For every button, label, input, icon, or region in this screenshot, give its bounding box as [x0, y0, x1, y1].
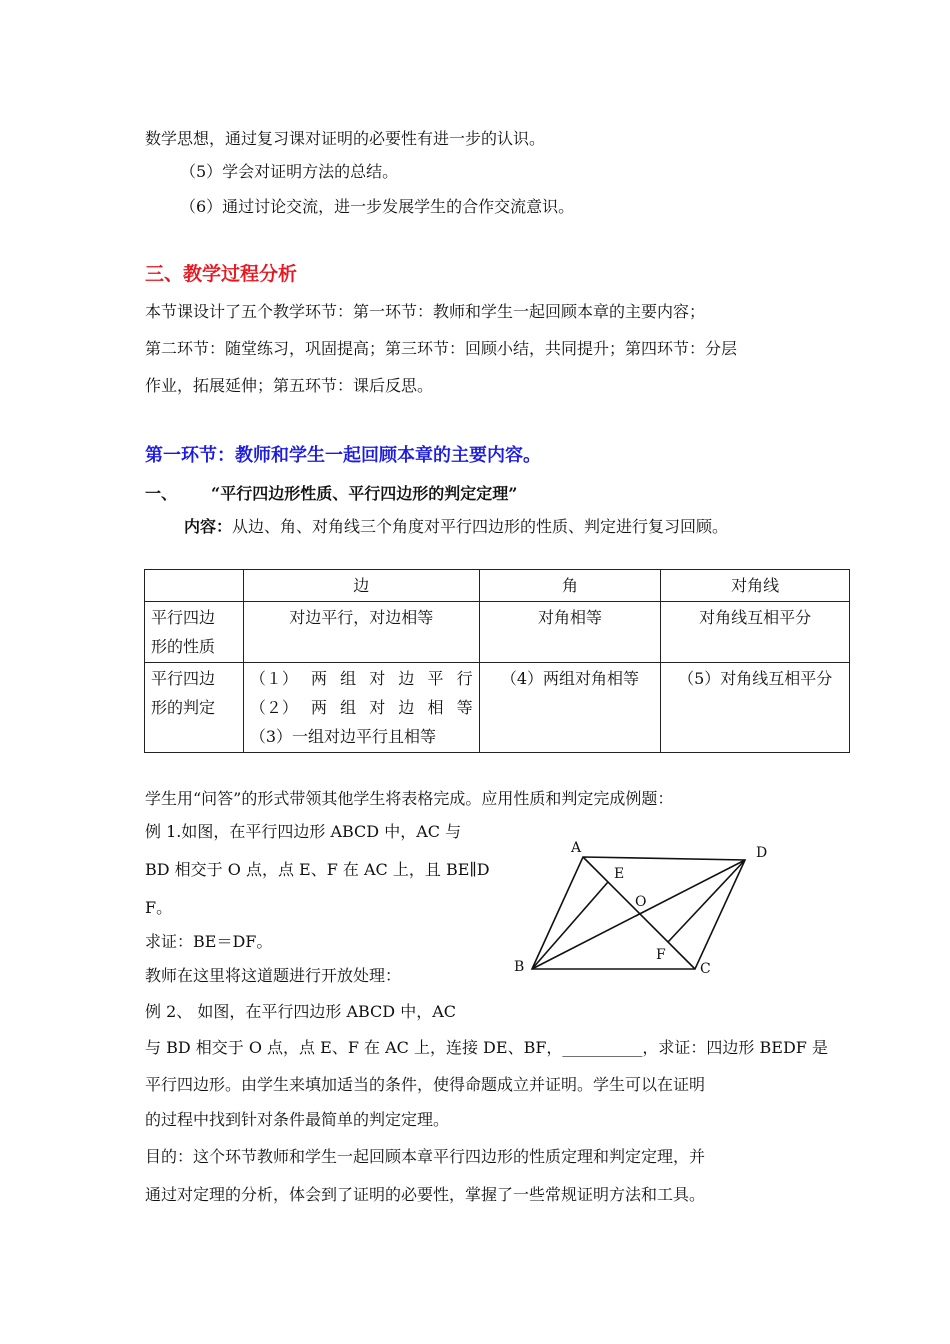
table-row — [145, 602, 850, 663]
segment-df — [668, 860, 745, 942]
criterion-token: 相 — [427, 698, 444, 717]
criterion-token: 两 — [310, 669, 327, 688]
table-cell: （5）对角线互相平分 — [661, 663, 850, 753]
body-line: 平行四边形。由学生来填加适当的条件，使得命题成立并证明。学生可以在证明 — [145, 1075, 706, 1094]
section3-paragraph-line: 本节课设计了五个教学环节：第一环节：教师和学生一起回顾本章的主要内容； — [145, 302, 706, 321]
body-line: 教师在这里将这道题进行开放处理： — [145, 966, 402, 985]
body-line: 通过对定理的分析，体会到了证明的必要性，掌握了一些常规证明方法和工具。 — [145, 1185, 706, 1204]
body-line: 目的：这个环节教师和学生一起回顾本章平行四边形的性质定理和判定定理，并 — [145, 1147, 706, 1166]
body-line: 学生用“问答”的形式带领其他学生将表格完成。应用性质和判定完成例题： — [145, 789, 674, 808]
subheading-title: “平行四边形性质、平行四边形的判定定理” — [211, 484, 518, 503]
criterion-token: 对 — [369, 669, 386, 688]
body-line: 与 BD 相交于 O 点，点 E、F 在 AC 上，连接 DE、BF，__________，求证：四边形 BEDF 是 — [145, 1038, 828, 1057]
criterion-token: 边 — [398, 669, 415, 688]
criterion-line — [250, 693, 473, 722]
objective-item-5: （5）学会对证明方法的总结。 — [180, 162, 399, 181]
label-c: C — [700, 961, 711, 977]
label-e: E — [614, 866, 625, 882]
body-line: BD 相交于 O 点，点 E、F 在 AC 上，且 BE∥D — [145, 860, 490, 879]
content-line — [184, 517, 728, 537]
content-text: 从边、角、对角线三个角度对平行四边形的性质、判定进行复习回顾。 — [232, 517, 729, 536]
criterion-token: 等 — [456, 698, 473, 717]
label-f: F — [656, 947, 666, 963]
row-label-cell — [145, 663, 244, 753]
table-cell: 对角相等 — [479, 602, 661, 663]
criterion-token: 组 — [340, 669, 357, 688]
table-cell: （4）两组对角相等 — [479, 663, 661, 753]
body-line: F。 — [145, 898, 173, 917]
criterion-token: 行 — [456, 669, 473, 688]
diagonal-ac — [583, 857, 695, 969]
criterion-token: 两 — [310, 698, 327, 717]
criterion-token: 边 — [398, 698, 415, 717]
row-label-line: 平行四边 — [151, 669, 216, 688]
criterion-line — [250, 664, 473, 693]
table-cell: 对角线互相平分 — [661, 602, 850, 663]
table-header-row — [145, 570, 850, 602]
table-header-cell — [145, 570, 244, 602]
diagonal-bd — [532, 860, 745, 969]
table-header-cell: 对角线 — [661, 570, 850, 602]
row-label-cell — [145, 602, 244, 663]
table-cell: 对边平行，对边相等 — [243, 602, 479, 663]
row-label-line: 形的判定 — [151, 698, 216, 717]
parallelogram-figure — [505, 836, 795, 986]
criterion-token: （２） — [249, 698, 298, 717]
intro-line: 数学思想，通过复习课对证明的必要性有进一步的认识。 — [145, 129, 546, 148]
row-label-line: 形的性质 — [151, 637, 216, 656]
table-row — [145, 663, 850, 753]
criterion-token: 组 — [340, 698, 357, 717]
label-d: D — [756, 845, 768, 861]
section3-paragraph-line: 作业，拓展延伸；第五环节：课后反思。 — [145, 376, 434, 395]
properties-table — [144, 569, 850, 753]
table-header-cell: 边 — [243, 570, 479, 602]
criterion-token: 平 — [427, 669, 444, 688]
row-label-line: 平行四边 — [151, 608, 216, 627]
label-a: A — [571, 840, 582, 856]
criterion-token: （１） — [249, 669, 298, 688]
body-line: 例 1.如图，在平行四边形 ABCD 中，AC 与 — [145, 822, 462, 841]
label-b: B — [514, 959, 525, 975]
objective-item-6: （6）通过讨论交流，进一步发展学生的合作交流意识。 — [180, 197, 575, 216]
criterion-line: （3）一组对边平行且相等 — [249, 727, 437, 746]
subheading-number: 一、 — [145, 484, 178, 503]
label-o: O — [635, 894, 647, 910]
segment-be — [532, 882, 608, 969]
section-heading-3: 三、教学过程分析 — [145, 263, 298, 285]
step1-heading: 第一环节：教师和学生一起回顾本章的主要内容。 — [145, 445, 541, 466]
section3-paragraph-line: 第二环节：随堂练习，巩固提高；第三环节：回顾小结，共同提升；第四环节：分层 — [145, 339, 738, 358]
criterion-token: 对 — [369, 698, 386, 717]
table-cell — [243, 663, 479, 753]
body-line: 求证：BE＝DF。 — [145, 932, 273, 951]
body-line: 例 2、 如图，在平行四边形 ABCD 中，AC — [145, 1002, 457, 1021]
body-line: 的过程中找到针对条件最简单的判定定理。 — [145, 1110, 450, 1129]
content-label: 内容： — [184, 517, 233, 536]
table-header-cell: 角 — [479, 570, 661, 602]
